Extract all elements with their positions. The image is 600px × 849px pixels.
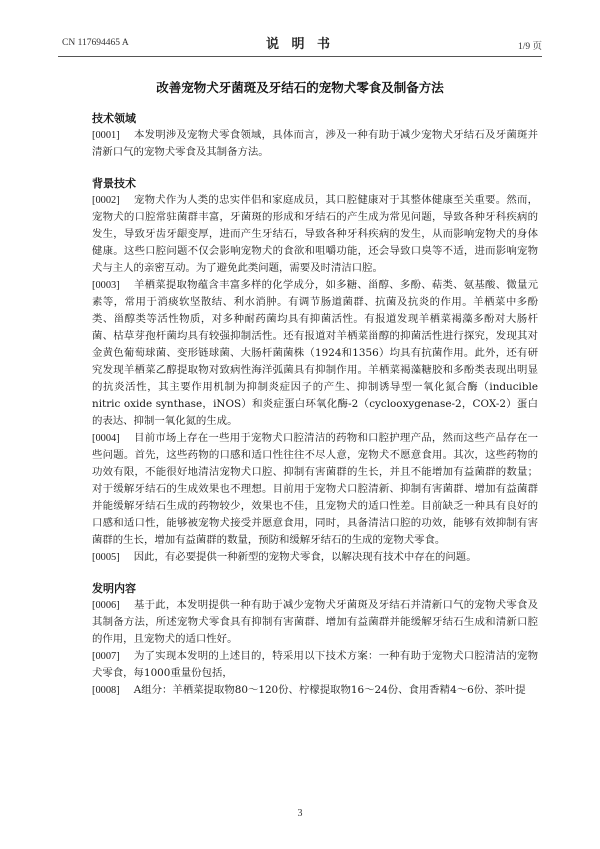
paragraph-text: 羊栖菜提取物蕴含丰富多样的化学成分，如多糖、甾醇、多酚、萜类、氨基酸、微量元素等，常用于消痰软坚散结、利水消肿。有调节肠道菌群、抗菌及抗炎的作用。羊栖菜中多酚类、甾醇类等活性物质，对多种耐药菌均具有抑菌活性。有报道发现羊栖菜褐藻多酚对大肠杆菌、枯草芽孢杆菌均具有较强抑制活性。还有报道对羊栖菜甾醇的抑菌活性进行探究，发现其对金黄色葡萄球菌、变形链球菌、大肠杆菌菌株（1924和1356）均具有抗菌作用。此外，还有研究发现羊栖菜乙醇提取物对致病性海洋弧菌具有抑制作用。羊栖菜褐藻糖胶和多酚类表现出明显的抗炎活性，其主要作用机制为抑制炎症因子的产生、抑制诱导型一氧化氮合酶（inducible nitric oxide synthase，iNOS）和炎症蛋白环氧化酶-2（cyclooxygenase-2，COX-2）蛋白的表达、抑制一氧化氮的生成。 bbox=[92, 279, 538, 427]
paragraph-number: [0005] bbox=[92, 552, 120, 563]
document-title: 改善宠物犬牙菌斑及牙结石的宠物犬零食及制备方法 bbox=[156, 80, 444, 95]
section-heading-technical-field: 技术领域 bbox=[92, 112, 136, 125]
paragraph-number: [0008] bbox=[92, 685, 120, 696]
paragraph-text: 因此，有必要提供一种新型的宠物犬零食，以解决现有技术中存在的问题。 bbox=[133, 551, 477, 563]
paragraph-text: 宠物犬作为人类的忠实伴侣和家庭成员，其口腔健康对于其整体健康至关重要。然而，宠物犬的口腔常驻菌群丰富，牙菌斑的形成和牙结石的产生成为常见问题，导致各种牙科疾病的发生，导致牙齿牙龈变厚，进而产生牙结石，导致各种牙科疾病的发生，从而影响宠物犬的身体健康。这些口腔问题不仅会影响宠物犬的食欲和咀嚼功能，还会导致口臭等不适，进而影响宠物犬与主人的亲密互动。为了避免此类问题，需要及时清洁口腔。 bbox=[92, 194, 538, 274]
section-heading-summary: 发明内容 bbox=[92, 582, 136, 595]
header-divider bbox=[58, 56, 542, 57]
page-indicator: 1/9 页 bbox=[517, 42, 542, 52]
paragraph-number: [0003] bbox=[92, 280, 120, 291]
paragraph bbox=[92, 549, 538, 566]
paragraph bbox=[92, 192, 538, 277]
page-number: 3 bbox=[297, 808, 303, 819]
paragraph bbox=[92, 682, 538, 699]
paragraph-number: [0006] bbox=[92, 600, 120, 611]
paragraph-text: 为了实现本发明的上述目的，特采用以下技术方案：一种有助于宠物犬口腔清洁的宠物犬零食，每1000重量份包括， bbox=[92, 650, 538, 679]
paragraph-number: [0001] bbox=[92, 130, 120, 141]
paragraph-text: 基于此，本发明提供一种有助于减少宠物犬牙菌斑及牙结石并清新口气的宠物犬零食及其制备方法，所述宠物犬零食具有抑制有害菌群、增加有益菌群并能缓解牙结石生成和清新口腔的作用，且宠物犬的适口性好。 bbox=[92, 599, 538, 645]
document-body bbox=[92, 110, 538, 699]
paragraph bbox=[92, 277, 538, 430]
paragraph-number: [0004] bbox=[92, 433, 120, 444]
paragraph bbox=[92, 648, 538, 682]
paragraph-text: 本发明涉及宠物犬零食领域，具体而言，涉及一种有助于减少宠物犬牙结石及牙菌斑并清新口气的宠物犬零食及其制备方法。 bbox=[92, 129, 538, 158]
paragraph-number: [0002] bbox=[92, 195, 120, 206]
section-heading-background: 背景技术 bbox=[92, 177, 136, 190]
paragraph bbox=[92, 127, 538, 161]
paragraph bbox=[92, 597, 538, 648]
patent-number: CN 117694465 A bbox=[62, 38, 129, 48]
paragraph-text: A组分：羊栖菜提取物80～120份、柠檬提取物16～24份、食用香精4～6份、茶叶提 bbox=[133, 684, 526, 696]
document-type: 说 明 书 bbox=[265, 37, 335, 52]
paragraph-number: [0007] bbox=[92, 651, 120, 662]
paragraph-text: 目前市场上存在一些用于宠物犬口腔清洁的药物和口腔护理产品，然而这些产品存在一些问题。首先，这些药物的口感和适口性往往不尽人意，宠物犬不愿意食用。其次，这些药物的功效有限，不能很好地清洁宠物犬口腔、抑制有害菌群的生长，并且不能增加有益菌群的数量；对于缓解牙结石的生成效果也不理想。目前用于宠物犬口腔清新、抑制有害菌群、增加有益菌群并能缓解牙结石生成的药物较少，效果也不佳，且宠物犬的适口性差。目前缺乏一种具有良好的口感和适口性，能够被宠物犬接受并愿意食用，同时，具备清洁口腔的功效，能够有效抑制有害菌群的生长，增加有益菌群的数量，预防和缓解牙结石的生成的宠物犬零食。 bbox=[92, 432, 538, 546]
paragraph bbox=[92, 430, 538, 549]
